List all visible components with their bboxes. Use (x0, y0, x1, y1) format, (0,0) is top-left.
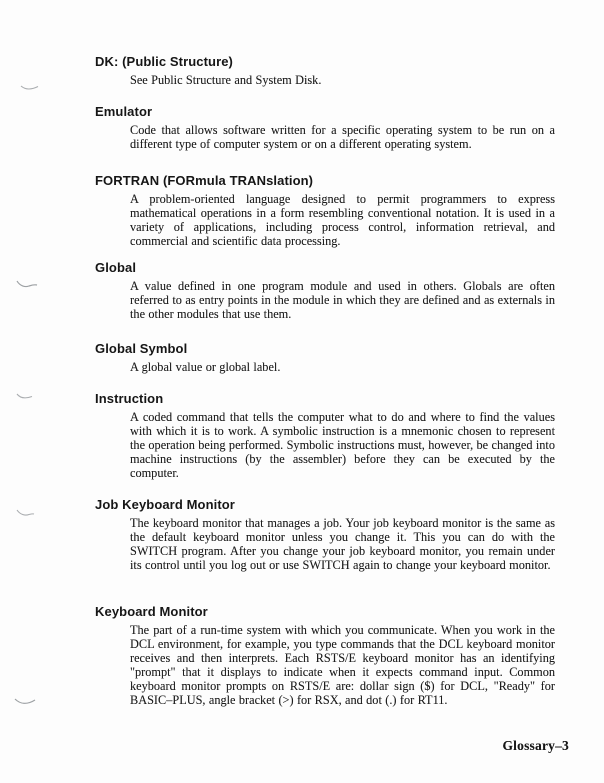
glossary-entry (95, 605, 557, 707)
glossary-entry (95, 261, 557, 321)
margin-scan-mark (16, 279, 38, 291)
glossary-term: Instruction (95, 391, 164, 406)
glossary-entry (95, 342, 557, 374)
glossary-definition: A coded command that tells the computer what to do and where to find the values with which it is to work. A symbolic instruction is a mnemonic chosen to represent the operation being performed. Symbolic instructions must, however, be changed into machine instructions (by the assembler) before they can be executed by the computer. (130, 410, 555, 480)
glossary-definition: The keyboard monitor that manages a job. Your job keyboard monitor is the same as the default keyboard monitor unless you change it. This you can do with the SWITCH program. After you change your job keyboard monitor, you remain under its control until you log out or use SWITCH again to change your keyboard monitor. (130, 516, 555, 572)
glossary-definition: A global value or global label. (130, 360, 281, 374)
glossary-entry (95, 498, 557, 572)
glossary-term: Keyboard Monitor (95, 604, 208, 619)
glossary-entry (95, 392, 557, 480)
glossary-term: FORTRAN (FORmula TRANslation) (95, 173, 314, 188)
glossary-term: Global Symbol (95, 341, 188, 356)
glossary-definition: Code that allows software written for a specific operating system to be run on a different type of computer system or on a different operating system. (130, 123, 555, 151)
glossary-term: Job Keyboard Monitor (95, 497, 235, 512)
margin-scan-mark (14, 696, 37, 708)
glossary-term: Emulator (95, 104, 153, 119)
margin-scan-mark (16, 508, 35, 519)
glossary-definition: A problem-oriented language designed to permit programmers to express mathematical operations in a form resembling conventional notation. It is used in a variety of applications, including process control, information retrieval, and commercial and scientific data processing. (130, 192, 555, 248)
glossary-term: Global (95, 260, 137, 275)
glossary-definition: A value defined in one program module and used in others. Globals are often referred to as entry points in the module in which they are defined and as externals in the other modules that use them. (130, 279, 555, 321)
glossary-entry (95, 55, 557, 87)
glossary-definition: The part of a run-time system with which you communicate. When you work in the DCL environment, for example, you type commands that the DCL keyboard monitor receives and then interprets. Each RSTS/E keyboard monitor has an identifying "prompt" that it displays to indicate when it expects command input. Common keyboard monitor prompts on RSTS/E are: dollar sign ($) for DCL, "Ready" for BASIC–PLUS, angle bracket (>) for RSX, and dot (.) for RT11. (130, 623, 555, 707)
glossary-entry (95, 105, 557, 151)
glossary-term: DK: (Public Structure) (95, 54, 233, 69)
glossary-definition: See Public Structure and System Disk. (130, 73, 322, 87)
page-number-footer: Glossary–3 (502, 738, 569, 753)
margin-scan-mark (20, 83, 40, 93)
glossary-entry (95, 174, 557, 248)
margin-scan-mark (16, 392, 34, 402)
